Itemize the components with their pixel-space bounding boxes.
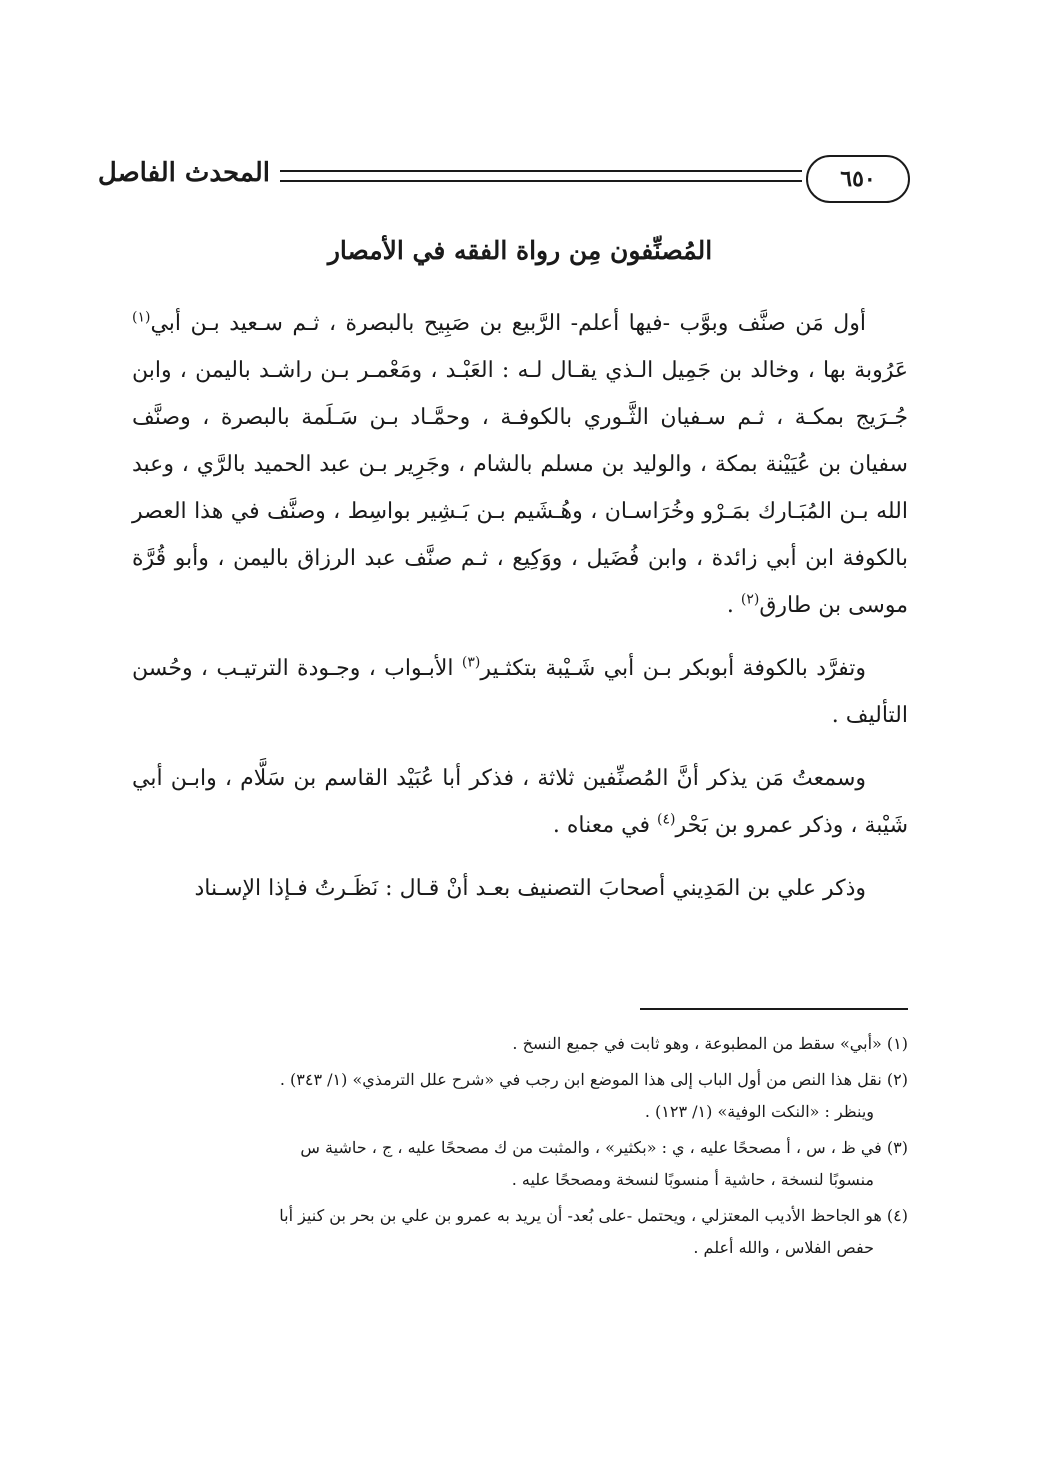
footnote bbox=[132, 1200, 908, 1264]
paragraph-text: أول مَن صنَّف وبوَّب -فيها أعلم- الرَّبيع بن صَبِيح بالبصرة ، ثـم سـعيد بـن أبي bbox=[150, 311, 866, 336]
footnote-text: منسوبًا لنسخة ، حاشية أ منسوبًا لنسخة ومصححًا عليه . bbox=[511, 1170, 874, 1189]
footnote-number: (٣) bbox=[886, 1138, 908, 1157]
footnote-number: (١) bbox=[886, 1034, 908, 1053]
paragraph-text: وذكر علي بن المَدِيني أصحابَ التصنيف بعـد أنْ قـال : نَظَـرتُ فـإذا الإسـناد bbox=[194, 876, 866, 901]
page-header bbox=[97, 155, 910, 205]
footnote-ref[interactable]: (١) bbox=[132, 309, 151, 326]
footnote-text: هو الجاحظ الأديب المعتزلي ، ويحتمل -على بُعد- أن يريد به عمرو بن علي بن بحر بن كنيز أبا bbox=[279, 1206, 882, 1225]
paragraph bbox=[132, 865, 908, 912]
footnote bbox=[132, 1028, 908, 1060]
footnote-text: في ظ ، س ، أ مصححًا عليه ، ي : «بكثير» ، والمثبت من ك مصححًا عليه ، ج ، حاشية س bbox=[300, 1138, 882, 1157]
footnote-number: (٢) bbox=[886, 1070, 908, 1089]
footnote-text: حفص الفلاس ، والله أعلم . bbox=[693, 1238, 874, 1257]
paragraph-text: في معناه . bbox=[552, 813, 657, 838]
footnote-text: وينظر : «النكت الوفية» (١/ ١٢٣) . bbox=[644, 1102, 874, 1121]
running-title: المحدث الفاصل bbox=[97, 158, 270, 188]
section-title: المُصنِّفون مِن رواة الفقه في الأمصار bbox=[327, 236, 713, 265]
footnote-divider bbox=[640, 1008, 908, 1010]
paragraph bbox=[132, 645, 908, 739]
footnote-text: نقل هذا النص من أول الباب إلى هذا الموضع ابن رجب في «شرح علل الترمذي» (١/ ٣٤٣) . bbox=[279, 1070, 882, 1089]
footnote-ref[interactable]: (٢) bbox=[740, 591, 760, 608]
paragraph-text: . bbox=[726, 593, 741, 618]
paragraph-text: الأبـواب ، وجـودة الترتيـب ، وحُسن التأليف . bbox=[132, 656, 908, 728]
paragraph bbox=[132, 300, 908, 629]
footnote-ref[interactable]: (٣) bbox=[461, 654, 481, 671]
paragraph-text: وسمعتُ مَن يذكر أنَّ المُصنِّفين ثلاثة ، فذكر أبا عُبَيْد القاسم بن سَلَّام ، وابـن أبي شَيْبة ، وذكر عمرو بن بَحْر bbox=[132, 766, 908, 838]
footnote bbox=[132, 1064, 908, 1128]
footnote-ref[interactable]: (٤) bbox=[656, 811, 676, 828]
footnote bbox=[132, 1132, 908, 1196]
page-number: ٦٥٠ bbox=[806, 155, 910, 203]
paragraph bbox=[132, 755, 908, 849]
body-text bbox=[132, 300, 908, 928]
footnote-text: «أبي» سقط من المطبوعة ، وهو ثابت في جميع النسخ . bbox=[512, 1034, 882, 1053]
footnotes bbox=[132, 1028, 908, 1268]
footnote-number: (٤) bbox=[886, 1206, 908, 1225]
header-double-rule bbox=[280, 170, 802, 182]
paragraph-text: عَرُوبة بها ، وخالد بن جَمِيل الـذي يقـال لـه : العَبْـد ، ومَعْمـر بـن راشـد باليمن ، وابن جُـرَيج بمكـة ، ثـم سـفيان الثَّـوري بالكوفـة ، وحمَّـاد بـن سَـلَمة بالبصرة ، وصنَّف سفيان بن عُيَيْنة بمكة ، والوليد بن مسلم بالشام ، وجَرِير بـن عبد الحميد بالرَّي ، وعبد الله بـن المُبَـارك بمَـرْو وخُرَاسـان ، وهُـشَيم بـن بَـشِير بواسِط ، وصنَّف في هذا العصر بالكوفة ابن أبي زائدة ، وابن فُضَيل ، ووَكِيع ، ثـم صنَّف عبد الرزاق باليمن ، وأبو قُرَّة موسى بن طارق bbox=[132, 358, 908, 618]
paragraph-text: وتفرَّد بالكوفة أبوبكر بـن أبي شَـيْبة بتكثـير bbox=[480, 656, 866, 681]
